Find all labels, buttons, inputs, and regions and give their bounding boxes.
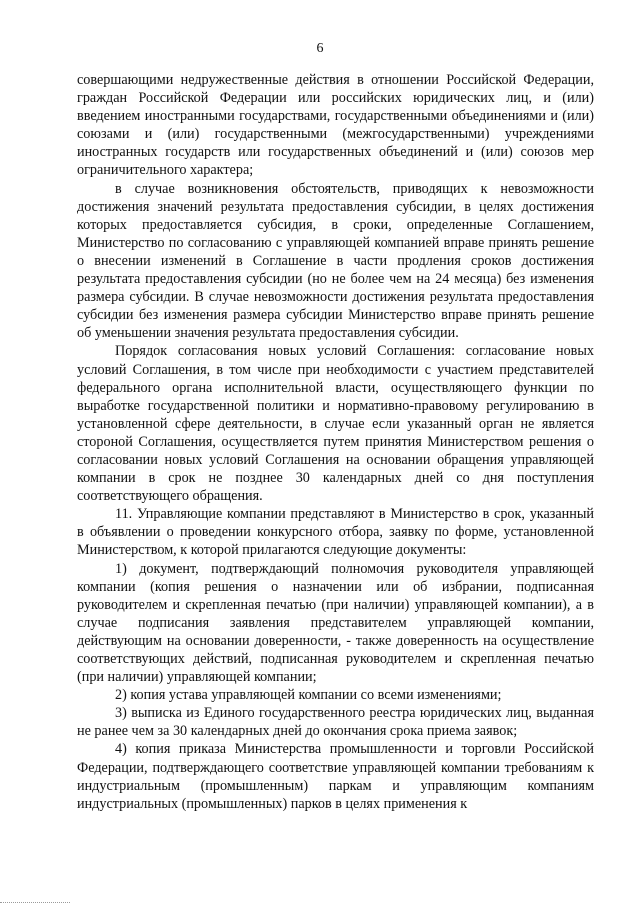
- paragraph: 4) копия приказа Министерства промышленности и торговли Российской Федерации, подтверждающего соответствие управляющей компании требованиям к индустриальным (промышленным) паркам и управляющим компаниям индустриальных (промышленных) парков в целях применения к: [77, 741, 594, 812]
- paragraph: Порядок согласования новых условий Соглашения: согласование новых условий Соглашения, в том числе при необходимости с участием представителей федерального органа исполнительной власти, осуществляющего функции по выработке государственной политики и нормативно-правовому регулированию в установленной сфере деятельности, в случае если указанный орган не является стороной Соглашения, осуществляется путем принятия Министерством решения о согласовании новых условий Соглашения на основании обращения управляющей компании в срок не позднее 30 календарных дней со дня поступления соответствующего обращения.: [77, 343, 594, 505]
- paragraph: в случае возникновения обстоятельств, приводящих к невозможности достижения значений результата предоставления субсидии, в целях достижения которых предоставляется субсидия, в сроки, определенные Соглашением, Министерство по согласованию с управляющей компанией вправе принять решение о внесении изменений в Соглашение в части продления сроков достижения результата предоставления субсидии (но не более чем на 24 месяца) без изменения размера субсидии. В случае невозможности достижения результата предоставления субсидии без изменения размера субсидии Министерство вправе принять решение об уменьшении значения результата предоставления субсидии.: [77, 180, 594, 342]
- page-number: 6: [316, 41, 324, 56]
- paragraph: 1) документ, подтверждающий полномочия руководителя управляющей компании (копия решения о назначении или об избрании, подписанная руководителем и скрепленная печатью (при наличии) управляющей компании), а в случае подписания заявления представителем управляющей компании, действующим на основании доверенности, - также доверенность на осуществление соответствующих действий, подписанная руководителем и скрепленная печатью (при наличии) управляющей компании;: [77, 560, 594, 686]
- paragraph: совершающими недружественные действия в отношении Российской Федерации, граждан Российской Федерации или российских юридических лиц, и (или) введением иностранными государствами, государственными объединениями и (или) союзами и (или) государственными (межгосударственными) учреждениями иностранных государств или государственных объединений и (или) союзов мер ограничительного характера;: [77, 72, 594, 179]
- body-text: [77, 71, 594, 813]
- paragraph: 11. Управляющие компании представляют в Министерство в срок, указанный в объявлении о проведении конкурсного отбора, заявку по форме, установленной Министерством, к которой прилагаются следующие документы:: [77, 506, 594, 559]
- paragraph: 2) копия устава управляющей компании со всеми изменениями;: [115, 687, 502, 704]
- scan-artifact: [0, 900, 70, 903]
- paragraph: 3) выписка из Единого государственного реестра юридических лиц, выданная не ранее чем за 30 календарных дней до окончания срока приема заявок;: [77, 705, 594, 740]
